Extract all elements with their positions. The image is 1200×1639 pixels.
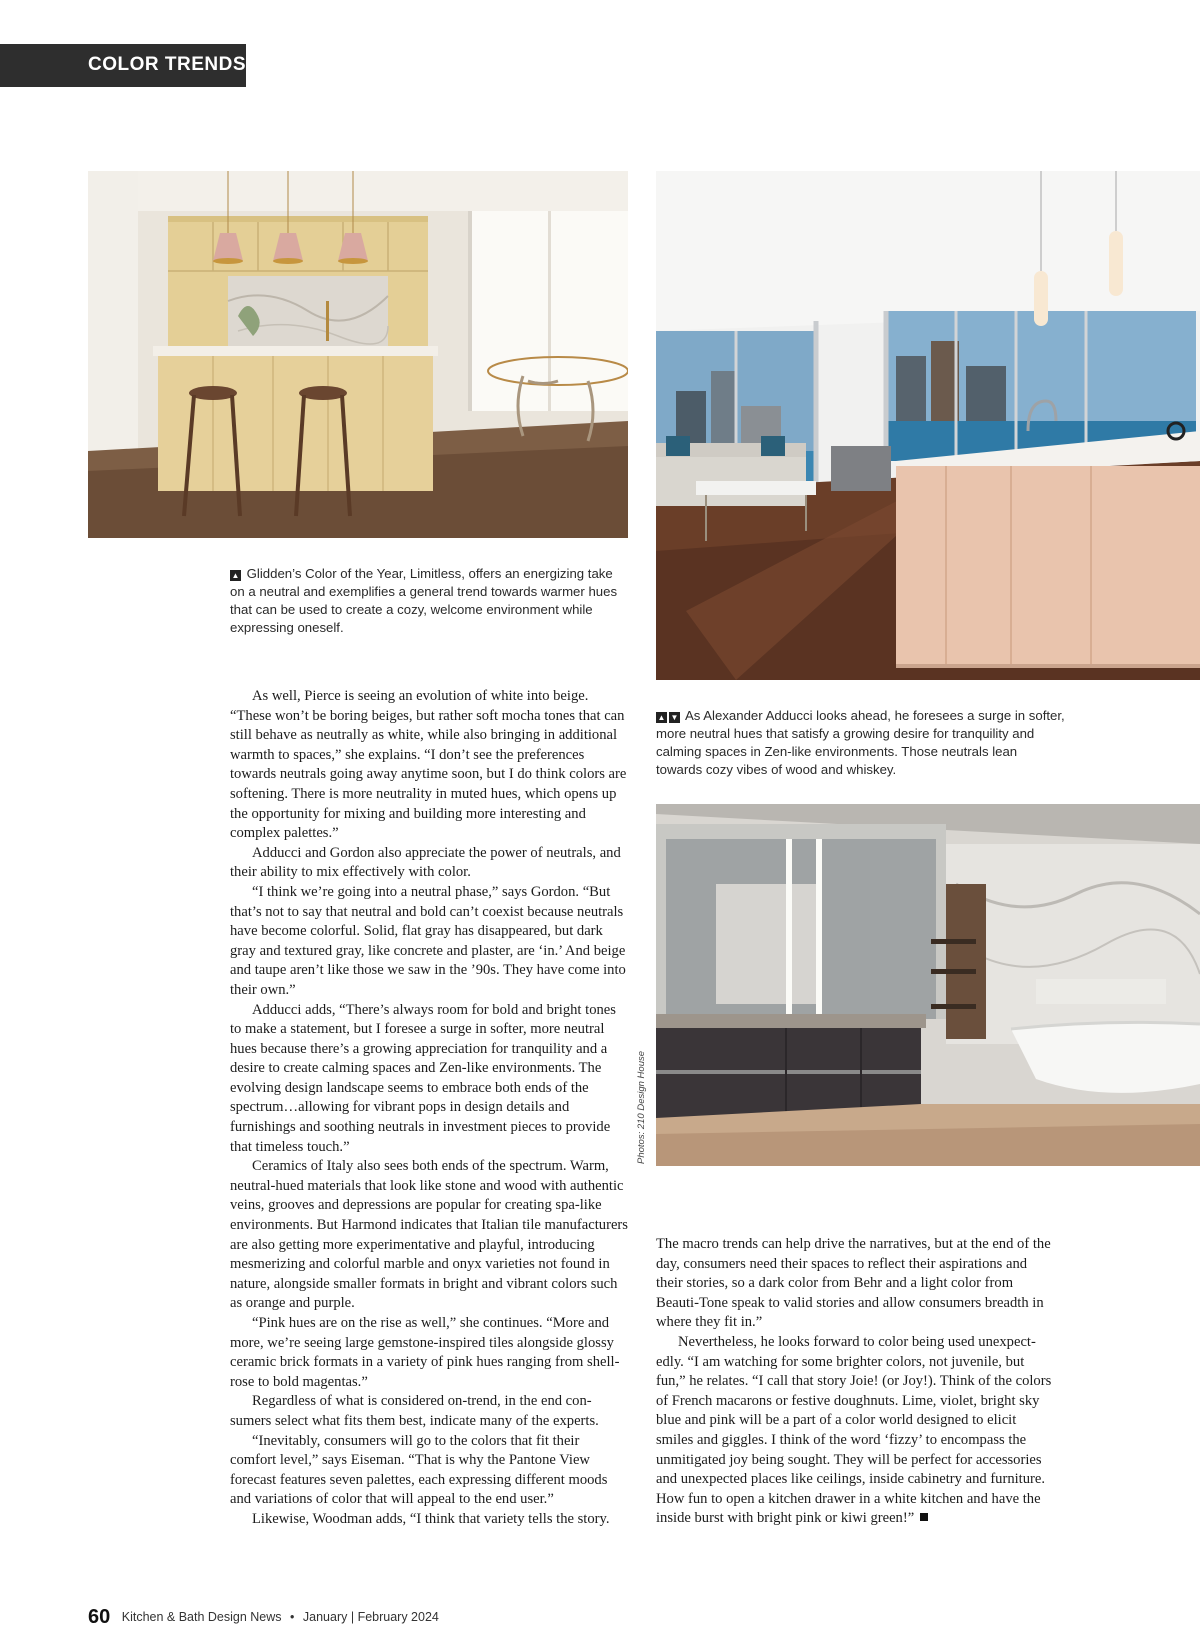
body-column-right [656,1235,1056,1529]
caption-2-text: As Alexander Adducci looks ahead, he foresees a surge in softer, more neutral hues that satisfy a growing desire for tranquility and calming spaces in Zen-like environments. Those neutrals lean towards cozy vibes of wood and whiskey. [656,708,1065,777]
highrise-kitchen-photo [656,171,1200,680]
arrow-up-icon: ▲ [657,713,666,722]
issue-date: January | February 2024 [302,1610,439,1624]
paragraph: Regardless of what is considered on-trend, in the end consumers select what fits them best, indicate many of the experts. [230,1393,599,1429]
section-header-tab [0,44,246,87]
end-of-article-mark [920,1513,928,1521]
page-number: 60 [88,1606,111,1628]
paragraph-text: Nevertheless, he looks forward to color being used unexpectedly. “I am watching for some brighter colors, not juvenile, but fun,” he relates. “I call that story Joie! (or Joy!). Think of the colors of French macarons or festive doughnuts. Lime, violet, bright sky blue and pink will be a part of a color world designed to elicit smiles and giggles. I think of the word ‘fizzy’ to encompass the unmitigated joy being sought. They will be perfect for accessories and unexpected places like ceilings, inside cabinetry and furniture. How fun to open a kitchen drawer in a white kitchen and have the inside burst with bright pink or kiwi green!” [656,1333,1052,1527]
arrow-up-icon: ▲ [231,571,240,580]
photo-caption-2 [656,707,1066,779]
caption-1-text: Glidden’s Color of the Year, Limitless, offers an energizing take on a neutral and exemplifies a general trend towards warmer hues that can be used to create a cozy, welcome environment while expressing oneself. [230,566,618,635]
paragraph: As well, Pierce is seeing an evolution of white into beige. “These won’t be boring beiges, but rather soft mocha tones that can still behave as neutrally as white, while also bringing in additional warmth to spaces,” she explains. “I don’t see the preferences towards neutrals going away anytime soon, but I do think colors are softening. There is more neutrality in muted hues, which opens up the opportunity for mixing and building more interesting and complex palettes.” [230,688,627,842]
paragraph: The macro trends can help drive the narratives, but at the end of the day, consumers need their spaces to reflect their aspirations and their stories, so a dark color from Behr and a light color from Beauti-Tone speak to valid stories and allow consumers breadth in where they fit in.” [656,1236,1051,1331]
footer-separator: • [290,1610,295,1624]
section-label: COLOR TRENDS [88,54,246,75]
arrow-down-icon: ▼ [670,713,679,722]
paragraph: “Pink hues are on the rise as well,” she continues. “More and more, we’re seeing large gemstone-inspired tiles alongside glossy ceramic brick formats in a variety of pink hues ranging from shell-rose to bold magentas.” [230,1315,620,1390]
paragraph: Likewise, Woodman adds, “I think that variety tells the story. [252,1510,610,1527]
paragraph: Adducci and Gordon also appreciate the power of neutrals, and their ability to mix effectively with color. [230,844,621,881]
paragraph: “I think we’re going into a neutral phase,” says Gordon. “But that’s not to say that neutral and bold can’t coexist because neutrals have become colorful. Solid, flat gray has disappeared, but dark gray and textured gray, like concrete and plaster, are ‘in.’ And beige and taupe aren’t like those we saw in the ’90s. They have come into their own.” [230,883,626,998]
photo-caption-1 [230,565,630,637]
paragraph: Adducci adds, “There’s always room for bold and bright tones to make a statement, but I foresee a surge in softer, more neutral hues because there’s a growing appreciation for tranquility and a desire to create calming spaces and Zen-like environments. The evolving design landscape seems to embrace both ends of the spectrum…allowing for vibrant pops in design details and furnishings and soothing neutrals in investment pieces to provide that timeless touch.” [230,1001,616,1155]
paragraph [656,1333,1056,1529]
bathroom-photo [656,804,1200,1166]
paragraph: Ceramics of Italy also sees both ends of the spectrum. Warm, neutral-hued materials that look like stone and wood with authentic veins, grooves and depressions are popular for creating spa-like environments. But Harmond indicates that Italian tile manufacturers are also getting more experimentative and playful, introducing mesmerizing and colorful marble and onyx varieties not found in nature, alongside smaller formats in bright and vibrant colors such as orange and purple. [230,1158,628,1312]
paragraph: “Inevitably, consumers will go to the colors that fit their comfort level,” says Eiseman. “That is why the Pantone View forecast features seven palettes, each expressing different moods and variations of color that will appeal to the end user.” [230,1432,608,1508]
body-column-left [230,687,628,1530]
publication-name: Kitchen & Bath Design News [121,1610,282,1624]
page-footer [88,1606,439,1629]
photo-credit: Photos: 210 Design House [636,1050,647,1164]
kitchen-photo-beige [88,171,628,538]
